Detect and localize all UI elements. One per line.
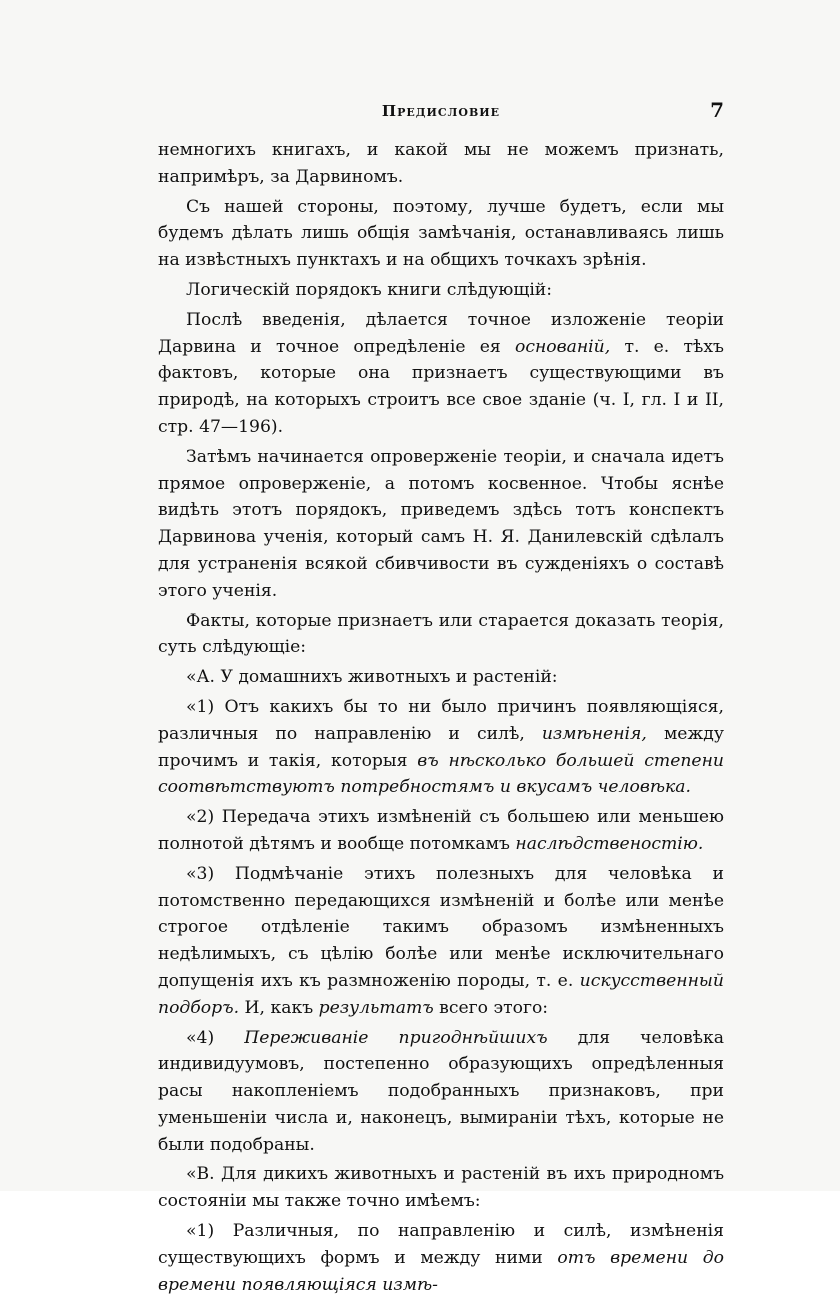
text-run: «4): [186, 1027, 245, 1048]
paragraph: [158, 804, 724, 858]
emphasis-text: результатъ: [318, 997, 434, 1018]
paragraph: [158, 694, 724, 801]
emphasis-text: отъ времени до времени появляющіяся измѣ-: [158, 1247, 724, 1295]
emphasis-text: основаній,: [514, 336, 611, 357]
text-run: «3) Подмѣчаніе этихъ полезныхъ для человѣка и потомственно передающихся измѣненій и болѣе или менѣе строгое отдѣленіе такимъ образомъ измѣненныхъ недѣлимыхъ, съ цѣлію болѣе или менѣе исключительнаго допущенія ихъ къ размноженію породы, т. е.: [158, 863, 724, 991]
paragraph: [158, 1025, 724, 1159]
text-run: Послѣ введенія, дѣлается точное изложеніе теоріи Дарвина и точное опредѣленіе ея: [158, 309, 724, 357]
paragraph: Логическій порядокъ книги слѣдующій:: [186, 279, 553, 300]
text-run: «1) Отъ какихъ бы то ни было причинъ появляющіяся, различныя по направленію и силѣ,: [158, 696, 724, 744]
paragraph: «А. У домашнихъ животныхъ и растеній:: [186, 667, 558, 688]
paragraph: Факты, которые признаетъ или старается доказать теорія, суть слѣдующіе:: [158, 610, 724, 658]
text-run: между прочимъ и такія, которыя: [158, 723, 724, 771]
running-title: Предисловие: [381, 102, 501, 120]
paragraph: Съ нашей стороны, поэтому, лучше будетъ, если мы будемъ дѣлать лишь общія замѣчанія, останавливаясь лишь на извѣстныхъ пунктахъ и на общихъ точкахъ зрѣнія.: [158, 196, 724, 271]
text-run: т. е. тѣхъ фактовъ, которые она признаетъ существующими въ природѣ, на которыхъ строитъ все свое зданіе (ч. I, гл. I и II, стр. 47—196).: [158, 336, 724, 437]
paragraph: [158, 307, 724, 441]
paragraph: немногихъ книгахъ, и какой мы не можемъ признать, напримѣръ, за Дарвиномъ.: [158, 140, 724, 187]
body-text: [158, 137, 724, 1298]
emphasis-text: искусственный подборъ.: [158, 970, 724, 1018]
text-run: «2) Передача этихъ измѣненій съ большею или меньшею полнотой дѣтямъ и вообще потомкамъ: [158, 807, 724, 854]
paragraph: [158, 861, 724, 1022]
text-run: «1) Различныя, по направленію и силѣ, измѣненія существующихъ формъ и между ними: [158, 1221, 724, 1268]
page-number: 7: [710, 98, 724, 122]
paragraph: [158, 1218, 724, 1298]
paragraph: Затѣмъ начинается опроверженіе теоріи, и сначала идетъ прямое опроверженіе, а потомъ косвенное. Чтобы яснѣе видѣть этотъ порядокъ, приведемъ здѣсь тотъ конспектъ Дарвинова ученія, который самъ Н. Я. Данилевскій сдѣлалъ для устраненія всякой сбивчивости въ сужденіяхъ о составѣ этого ученія.: [158, 446, 724, 601]
emphasis-text: Переживаніе пригоднѣйшихъ: [244, 1027, 548, 1048]
emphasis-text: измѣненія,: [541, 723, 647, 744]
emphasis-text: въ нѣсколько большей степени соотвѣтствуютъ потребностямъ и вкусамъ человѣка.: [158, 750, 724, 798]
text-run: И, какъ: [239, 997, 319, 1018]
text-run: всего этого:: [433, 997, 549, 1018]
text-run: для человѣка индивидуумовъ, постепенно образующихъ опредѣленныя расы накопленіемъ подобранныхъ признаковъ, при уменьшеніи числа и, наконецъ, вымираніи тѣхъ, которые не были подобраны.: [158, 1027, 724, 1155]
page-header: [158, 98, 724, 128]
emphasis-text: наслѣдственостію.: [515, 833, 704, 854]
paragraph: «В. Для дикихъ животныхъ и растеній въ ихъ природномъ состояніи мы также точно имѣемъ:: [158, 1164, 724, 1212]
